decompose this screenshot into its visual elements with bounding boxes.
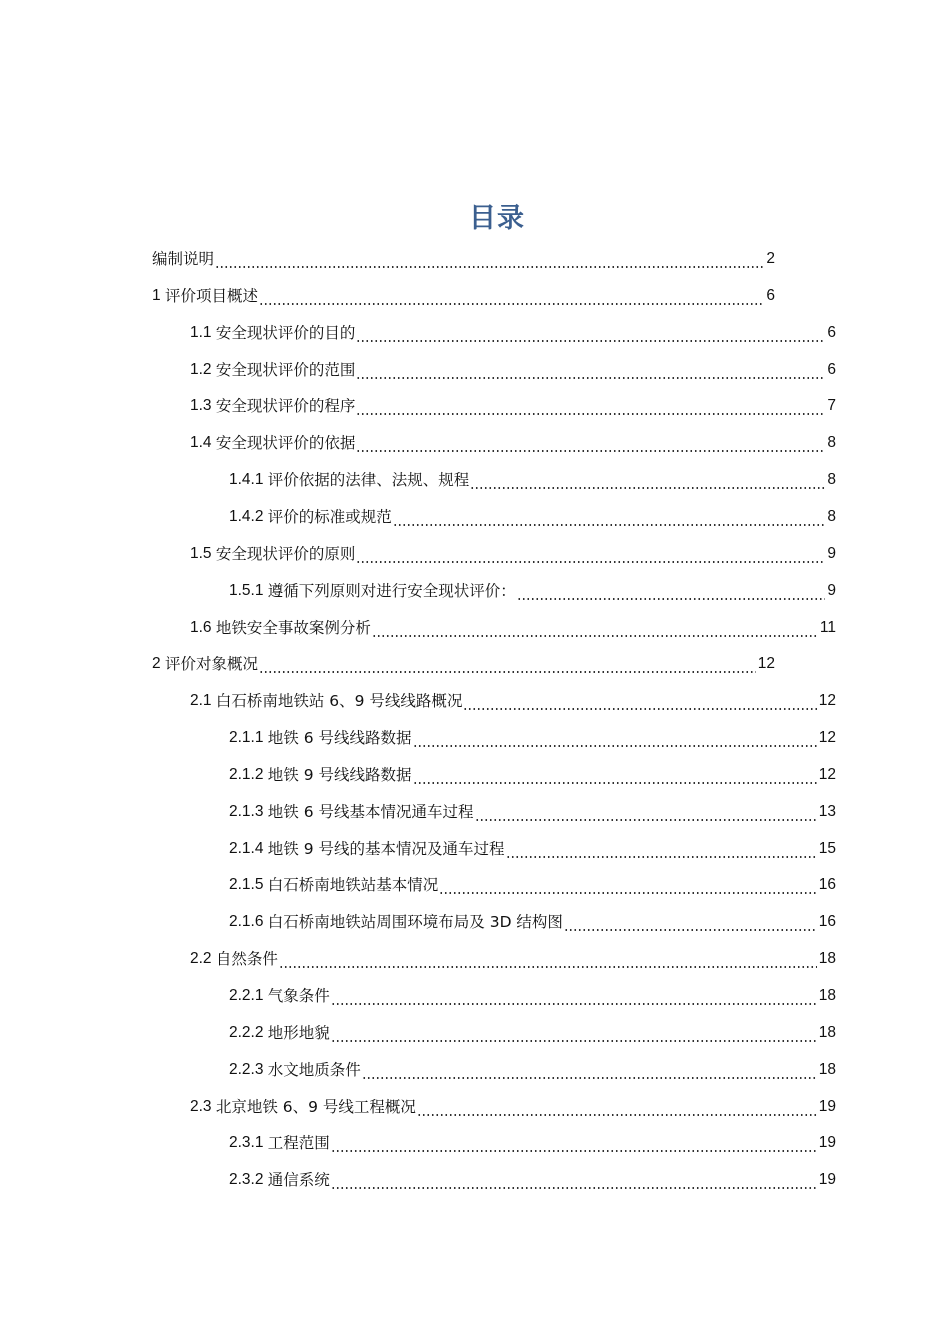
toc-entry-title: 气象条件 [267, 987, 330, 1005]
toc-page-number: 19 [818, 1134, 836, 1152]
toc-entry[interactable] [229, 980, 836, 1006]
toc-entry-number: 1.2 [190, 360, 216, 378]
toc-entry-title: 安全现状评价的目的 [215, 323, 356, 342]
toc-entry-title: 白石桥南地铁站基本情况 [267, 876, 439, 895]
toc-leader-dots [356, 396, 825, 416]
toc-entry-number: 2.2.1 [229, 987, 268, 1004]
toc-entry[interactable] [190, 1091, 836, 1117]
toc-entry[interactable] [190, 354, 836, 380]
toc-leader-dots [259, 654, 756, 674]
toc-page-number: 9 [827, 544, 836, 562]
page-title: 目录 [469, 203, 525, 234]
toc-entry-number: 1.4.2 [229, 507, 268, 525]
toc-entry[interactable] [190, 317, 836, 343]
toc-entry-title: 地铁 9 号线线路数据 [267, 765, 412, 784]
toc-entry-title: 遵循下列原则对进行安全现状评价： [267, 581, 516, 600]
toc-entry[interactable] [190, 685, 836, 711]
toc-entry-title: 安全现状评价的程序 [215, 397, 356, 416]
toc-leader-dots [470, 470, 825, 490]
toc-entry-title: 白石桥南地铁站周围环境布局及 3D 结构图 [267, 913, 563, 932]
toc-page-number: 19 [818, 1097, 836, 1115]
toc-page-number: 2 [766, 250, 775, 267]
toc-page-number: 6 [827, 323, 836, 341]
toc-entry[interactable] [229, 906, 836, 932]
toc-leader-dots [417, 1097, 817, 1117]
toc-page-number: 16 [818, 876, 836, 894]
toc-entry-number: 2.3 [190, 1097, 216, 1115]
toc-leader-dots [517, 581, 826, 601]
toc-entry-number: 1.5.1 [229, 581, 268, 599]
toc-page-number: 11 [819, 618, 836, 636]
toc-entry-title: 安全现状评价的原则 [215, 544, 356, 563]
toc-page-number: 8 [827, 471, 836, 489]
toc-entry[interactable] [190, 538, 836, 564]
toc-entry-title: 自然条件 [215, 950, 278, 969]
toc-leader-dots [331, 1170, 817, 1190]
toc-page-number: 16 [818, 913, 836, 931]
toc-entry[interactable] [229, 869, 836, 895]
toc-entry[interactable] [229, 833, 836, 859]
toc-page-number: 13 [818, 802, 836, 820]
toc-entry-title: 评价项目概述 [164, 286, 258, 305]
toc-leader-dots [564, 912, 817, 932]
toc-entry-title: 评价依据的法律、法规、规程 [267, 471, 470, 490]
toc-entry-number: 2.1.2 [229, 765, 268, 783]
toc-entry[interactable] [190, 427, 836, 453]
toc-leader-dots [413, 765, 817, 785]
toc-entry-title: 地铁 6 号线基本情况通车过程 [267, 802, 474, 821]
toc-page-number: 18 [818, 1060, 836, 1078]
toc-leader-dots [356, 360, 825, 380]
toc-entry-number: 2.1.4 [229, 839, 268, 857]
toc-entry-title: 白石桥南地铁站 6、9 号线线路概况 [215, 692, 463, 711]
toc-page-number: 12 [818, 692, 836, 710]
toc-page-number: 18 [818, 950, 836, 968]
toc-page-number: 18 [818, 987, 836, 1004]
toc-leader-dots [439, 875, 816, 895]
toc-entry-number: 2.1.5 [229, 876, 268, 894]
toc-entry-title: 水文地质条件 [267, 1060, 361, 1079]
toc-entry-number: 2.1 [190, 692, 216, 710]
toc-leader-dots [372, 618, 818, 638]
toc-leader-dots [331, 1023, 817, 1043]
toc-entry[interactable] [229, 1127, 836, 1153]
toc-leader-dots [259, 286, 764, 306]
toc-entry[interactable] [152, 280, 775, 306]
toc-leader-dots [356, 323, 825, 343]
toc-entry-number: 2.1.1 [229, 729, 268, 747]
toc-entry-number: 1.1 [190, 323, 216, 341]
toc-entry[interactable] [229, 1164, 836, 1190]
toc-leader-dots [362, 1060, 817, 1080]
toc-entry-title: 地铁安全事故案例分析 [215, 618, 371, 637]
toc-entry-number: 1.6 [190, 618, 216, 636]
toc-leader-dots [463, 691, 816, 711]
toc-entry[interactable] [152, 648, 775, 674]
toc-entry[interactable] [152, 243, 775, 269]
toc-page-number: 8 [827, 507, 836, 525]
toc-leader-dots [506, 839, 817, 859]
toc-entry-title: 地铁 6 号线线路数据 [267, 729, 412, 748]
toc-entry-number: 1.3 [190, 397, 216, 415]
toc-entry[interactable] [190, 612, 836, 638]
toc-leader-dots [331, 986, 817, 1006]
toc-entry-title: 通信系统 [267, 1171, 330, 1190]
toc-entry[interactable] [229, 464, 836, 490]
toc-entry-number: 1.5 [190, 544, 216, 562]
toc-page-number: 8 [827, 434, 836, 452]
toc-leader-dots [356, 433, 825, 453]
toc-leader-dots [393, 507, 826, 527]
toc-entry-title: 评价对象概况 [164, 655, 258, 674]
toc-entry-number: 1 [152, 286, 165, 304]
toc-entry[interactable] [229, 1054, 836, 1080]
toc-entry-number: 2.1.6 [229, 913, 268, 931]
toc-entry-title: 地铁 9 号线的基本情况及通车过程 [267, 839, 505, 858]
toc-entry-title: 安全现状评价的范围 [215, 360, 356, 379]
toc-entry[interactable] [190, 390, 836, 416]
toc-page-number: 12 [818, 729, 836, 747]
toc-leader-dots [475, 802, 817, 822]
toc-entry[interactable] [229, 1017, 836, 1043]
toc-entry-title: 北京地铁 6、9 号线工程概况 [215, 1097, 416, 1116]
toc-page-number: 12 [757, 655, 775, 673]
toc-entry-number: 2.2.2 [229, 1023, 268, 1041]
toc-entry-number: 1.4.1 [229, 471, 268, 489]
toc-entry-number: 2.3.1 [229, 1134, 268, 1152]
toc-leader-dots [215, 249, 764, 269]
toc-entry-number: 1.4 [190, 434, 216, 452]
toc-leader-dots [279, 949, 817, 969]
toc-entry-title: 编制说明 [152, 250, 215, 268]
toc-entry[interactable] [229, 796, 836, 822]
toc-page-number: 18 [818, 1023, 836, 1041]
toc-entry-number: 2.2.3 [229, 1060, 268, 1078]
toc-leader-dots [356, 544, 825, 564]
toc-entry-title: 安全现状评价的依据 [215, 434, 356, 453]
toc-entry-number: 2.2 [190, 950, 216, 968]
toc-entry[interactable] [229, 759, 836, 785]
toc-entry-title: 评价的标准或规范 [267, 507, 392, 526]
toc-entry-title: 工程范围 [267, 1134, 330, 1153]
toc-entry-number: 2.3.2 [229, 1171, 268, 1189]
toc-entry[interactable] [229, 501, 836, 527]
toc-entry[interactable] [229, 722, 836, 748]
toc-page-number: 9 [827, 581, 836, 599]
toc-page-number: 7 [827, 397, 836, 415]
toc-page-number: 6 [766, 286, 775, 304]
toc-page-number: 12 [818, 765, 836, 783]
toc-leader-dots [331, 1133, 817, 1153]
toc-page-number: 15 [818, 839, 836, 857]
toc-entry-number: 2 [152, 655, 165, 673]
toc-page-number: 6 [827, 360, 836, 378]
toc-entry-title: 地形地貌 [267, 1023, 330, 1042]
toc-entry-number: 2.1.3 [229, 802, 268, 820]
toc-entry[interactable] [190, 943, 836, 969]
toc-leader-dots [413, 728, 817, 748]
toc-page-number: 19 [818, 1171, 836, 1189]
toc-entry[interactable] [229, 575, 836, 601]
